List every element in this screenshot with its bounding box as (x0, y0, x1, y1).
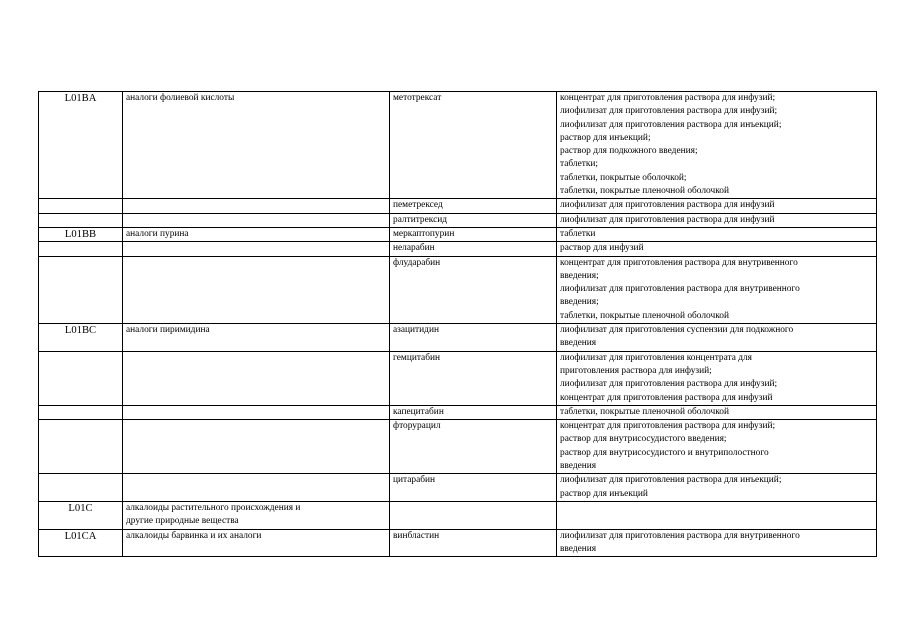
table-row (39, 501, 877, 529)
dosage-form-line: таблетки, покрытые пленочной оболочкой (560, 406, 729, 417)
group-name-cell (123, 199, 390, 213)
group-name-line: другие природные вещества (126, 516, 239, 527)
atc-code-cell (39, 351, 123, 405)
atc-code-cell (39, 256, 123, 323)
dosage-form-line: приготовления раствора для инфузий; (560, 365, 712, 376)
atc-code-cell (39, 199, 123, 213)
dosage-form-line: таблетки, покрытые пленочной оболочкой (560, 186, 729, 197)
dosage-forms-cell (557, 213, 877, 227)
group-name-cell (123, 256, 390, 323)
dosage-form-line: раствор для внутрисосудистого и внутриполостного (560, 447, 769, 458)
group-name-cell (123, 324, 390, 352)
dosage-form-line: таблетки (560, 228, 596, 239)
atc-code-cell (39, 242, 123, 256)
drug-classification-table (38, 91, 877, 557)
dosage-form-line: раствор для инъекций (560, 488, 648, 499)
dosage-forms-cell (557, 324, 877, 352)
drug-name-cell: капецитабин (390, 405, 557, 419)
dosage-form-line: введения (560, 338, 597, 349)
table-row (39, 256, 877, 323)
group-name-cell (123, 92, 390, 199)
dosage-form-line: концентрат для приготовления раствора для инфузий (560, 392, 773, 403)
drug-name-cell: азацитидин (390, 324, 557, 352)
drug-name-cell: пеметрексед (390, 199, 557, 213)
dosage-form-line: введения (560, 543, 597, 554)
dosage-forms-cell (557, 256, 877, 323)
atc-code-cell (39, 405, 123, 419)
dosage-form-line: концентрат для приготовления раствора для инфузий; (560, 93, 776, 103)
table-row (39, 405, 877, 419)
drug-name-cell: флударабин (390, 256, 557, 323)
drug-name-cell: фторурацил (390, 420, 557, 474)
dosage-forms-cell (557, 92, 877, 199)
dosage-form-line: лиофилизат для приготовления суспензии для подкожного (560, 325, 794, 336)
table-row (39, 92, 877, 199)
dosage-forms-cell (557, 501, 877, 529)
dosage-form-line: лиофилизат для приготовления раствора для инфузий; (560, 106, 778, 117)
atc-code-cell: L01BC (39, 324, 123, 352)
table-row (39, 474, 877, 502)
group-name-cell (123, 420, 390, 474)
drug-name-cell: ралтитрексид (390, 213, 557, 227)
table-body (39, 92, 877, 557)
dosage-form-line: введения (560, 461, 597, 472)
group-name-cell (123, 501, 390, 529)
dosage-form-line: таблетки, покрытые пленочной оболочкой (560, 310, 729, 321)
group-name-line: аналоги пиримидина (126, 325, 210, 336)
group-name-line: аналоги фолиевой кислоты (126, 93, 235, 103)
atc-code-cell: L01C (39, 501, 123, 529)
table-row (39, 242, 877, 256)
dosage-form-line: концентрат для приготовления раствора для внутривенного (560, 257, 798, 268)
drug-name-cell: меркаптопурин (390, 227, 557, 241)
drug-name-cell: цитарабин (390, 474, 557, 502)
group-name-line: алкалоиды барвинка и их аналоги (126, 530, 262, 541)
group-name-cell (123, 474, 390, 502)
dosage-form-line: введения; (560, 270, 599, 281)
drug-name-cell: винбластин (390, 529, 557, 557)
group-name-line: аналоги пурина (126, 228, 189, 239)
dosage-form-line: таблетки; (560, 159, 599, 170)
dosage-form-line: лиофилизат для приготовления раствора для внутривенного (560, 284, 800, 295)
atc-code-cell (39, 420, 123, 474)
group-name-cell (123, 242, 390, 256)
dosage-forms-cell (557, 529, 877, 557)
table-row (39, 324, 877, 352)
dosage-form-line: лиофилизат для приготовления раствора для инъекций; (560, 119, 782, 130)
atc-code-cell: L01BB (39, 227, 123, 241)
dosage-form-line: лиофилизат для приготовления раствора для внутривенного (560, 530, 800, 541)
dosage-forms-cell (557, 227, 877, 241)
group-name-cell (123, 351, 390, 405)
dosage-form-line: раствор для внутрисосудистого введения; (560, 434, 727, 445)
dosage-forms-cell (557, 351, 877, 405)
dosage-form-line: таблетки, покрытые оболочкой; (560, 172, 687, 183)
table-row (39, 199, 877, 213)
dosage-form-line: лиофилизат для приготовления раствора для инфузий (560, 214, 775, 225)
table-row (39, 351, 877, 405)
dosage-forms-cell (557, 242, 877, 256)
drug-name-cell (390, 501, 557, 529)
group-name-cell (123, 213, 390, 227)
dosage-forms-cell (557, 405, 877, 419)
dosage-form-line: концентрат для приготовления раствора для инфузий; (560, 421, 776, 432)
dosage-form-line: лиофилизат для приготовления раствора для инфузий; (560, 379, 778, 390)
table-row (39, 420, 877, 474)
table-row (39, 227, 877, 241)
group-name-cell (123, 529, 390, 557)
dosage-form-line: лиофилизат для приготовления раствора для инфузий (560, 200, 775, 211)
dosage-forms-cell (557, 199, 877, 213)
atc-code-cell: L01CA (39, 529, 123, 557)
dosage-forms-cell (557, 420, 877, 474)
dosage-forms-cell (557, 474, 877, 502)
group-name-cell (123, 405, 390, 419)
atc-code-cell (39, 213, 123, 227)
drug-name-cell: метотрексат (390, 92, 557, 199)
table-row (39, 529, 877, 557)
drug-name-cell: неларабин (390, 242, 557, 256)
dosage-form-line: лиофилизат для приготовления раствора для инъекций; (560, 475, 782, 486)
drug-name-cell: гемцитабин (390, 351, 557, 405)
dosage-form-line: лиофилизат для приготовления концентрата для (560, 352, 752, 363)
dosage-form-line: раствор для инфузий (560, 243, 644, 254)
dosage-form-line: введения; (560, 297, 599, 308)
atc-code-cell: L01BA (39, 92, 123, 199)
atc-code-cell (39, 474, 123, 502)
dosage-form-line: раствор для инъекций; (560, 132, 651, 143)
table-row (39, 213, 877, 227)
group-name-line: алкалоиды растительного происхождения и (126, 502, 301, 513)
group-name-cell (123, 227, 390, 241)
dosage-form-line: раствор для подкожного введения; (560, 146, 698, 157)
